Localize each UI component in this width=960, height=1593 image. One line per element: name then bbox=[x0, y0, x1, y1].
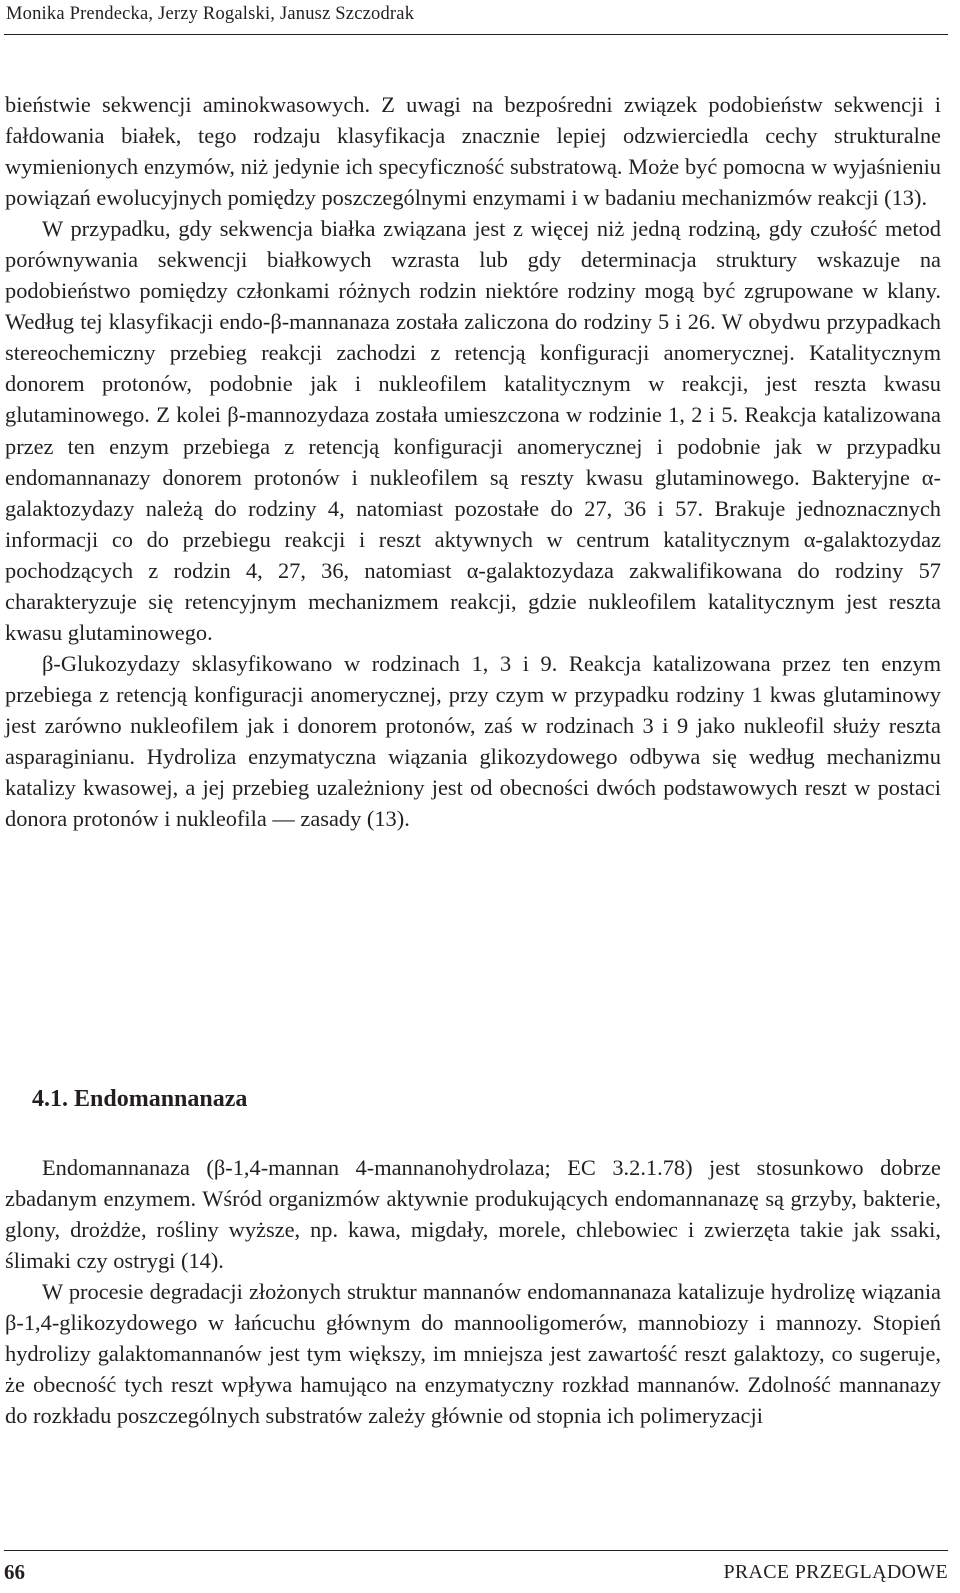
body-text-before-section bbox=[5, 89, 941, 834]
page-number: 66 bbox=[4, 1560, 25, 1584]
paragraph-degradation: W procesie degradacji złożonych struktur mannanów endomannanaza katalizuje hydrolizę wiązania β-1,4-glikozydowego w łańcuchu głównym do mannooligomerów, mannobiozy i mannozy. Stopień hydrolizy galaktomannanów jest tym większy, im mniejsza jest zawartość reszt galaktozy, co sugeruje, że obecność tych reszt wpływa hamująco na enzymatyczny rozkład mannanów. Zdolność mannanazy do rozkładu poszczególnych substratów zależy głównie od stopnia ich polimeryzacji bbox=[5, 1279, 941, 1429]
section-number: 4.1. bbox=[32, 1086, 68, 1112]
header-authors: Monika Prendecka, Jerzy Rogalski, Janusz Szczodrak bbox=[6, 4, 415, 24]
paragraph-continuation: bieństwie sekwencji aminokwasowych. Z uwagi na bezpośredni związek podobieństw sekwencji i fałdowania białek, tego rodzaju klasyfikacja znacznie lepiej odzwierciedla cechy strukturalne wymienionych enzymów, niż jedynie ich specyficzność substratową. Może być pomocna w wyjaśnieniu powiązań ewolucyjnych pomiędzy poszczególnymi enzymami i w badaniu mechanizmów reakcji (13). bbox=[5, 92, 941, 211]
body-text-after-section bbox=[5, 1152, 941, 1431]
paragraph-glucosidases: β-Glukozydazy sklasyfikowano w rodzinach 1, 3 i 9. Reakcja katalizowana przez ten enzym przebiega z retencją konfiguracji anomerycznej, przy czym w przypadku rodziny 1 kwas glutaminowy jest zarówno nukleofilem jak i donorem protonów, zaś w rodzinach 3 i 9 jako nukleofil służy reszta asparaginianu. Hydroliza enzymatyczna wiązania glikozydowego odbywa się według mechanizmu katalizy kwasowej, a jej przebieg uzależniony jest od obecności dwóch podstawowych reszt w postaci donora protonów i nukleofila — zasady (13). bbox=[5, 650, 941, 832]
journal-name: PRACE PRZEGLĄDOWE bbox=[723, 1561, 948, 1583]
section-title: Endomannanaza bbox=[74, 1086, 248, 1112]
running-footer bbox=[4, 1550, 948, 1593]
paragraph-endomannanase-intro: Endomannanaza (β-1,4-mannan 4-mannanohydrolaza; EC 3.2.1.78) jest stosunkowo dobrze zbadanym enzymem. Wśród organizmów aktywnie produkujących endomannanazę są grzyby, bakterie, glony, drożdże, rośliny wyższe, np. kawa, migdały, morele, chlebowiec i zwierzęta takie jak ssaki, ślimaki czy ostrygi (14). bbox=[5, 1155, 941, 1274]
paragraph-clans: W przypadku, gdy sekwencja białka związana jest z więcej niż jedną rodziną, gdy czułość metod porównywania sekwencji białkowych wzrasta lub gdy determinacja struktury wskazuje na podobieństwo pomiędzy członkami różnych rodzin niektóre rodziny mogą być zgrupowane w klany. Według tej klasyfikacji endo-β-mannanaza została zaliczona do rodziny 5 i 26. W obydwu przypadkach stereochemiczny przebieg reakcji zachodzi z retencją konfiguracji anomerycznej. Katalitycznym donorem protonów, podobnie jak i nukleofilem katalitycznym w reakcji, jest reszta kwasu glutaminowego. Z kolei β-mannozydaza została umieszczona w rodzinie 1, 2 i 5. Reakcja katalizowana przez ten enzym przebiega z retencją konfiguracji anomerycznej i podobnie jak w przypadku endomannanazy donorem protonów i nukleofilem są reszty kwasu glutaminowego. Bakteryjne α-galaktozydazy należą do rodziny 4, natomiast pozostałe do 27, 36 i 57. Brakuje jednoznacznych informacji co do przebiegu reakcji i reszt aktywnych w centrum katalitycznym α-galaktozydaz pochodzących z rodzin 4, 27, 36, natomiast α-galaktozydaza zakwalifikowana do rodziny 57 charakteryzuje się retencyjnym mechanizmem reakcji, gdzie nukleofilem katalitycznym jest reszta kwasu glutaminowego. bbox=[5, 216, 941, 645]
running-header bbox=[4, 0, 948, 35]
section-heading bbox=[32, 1086, 247, 1113]
